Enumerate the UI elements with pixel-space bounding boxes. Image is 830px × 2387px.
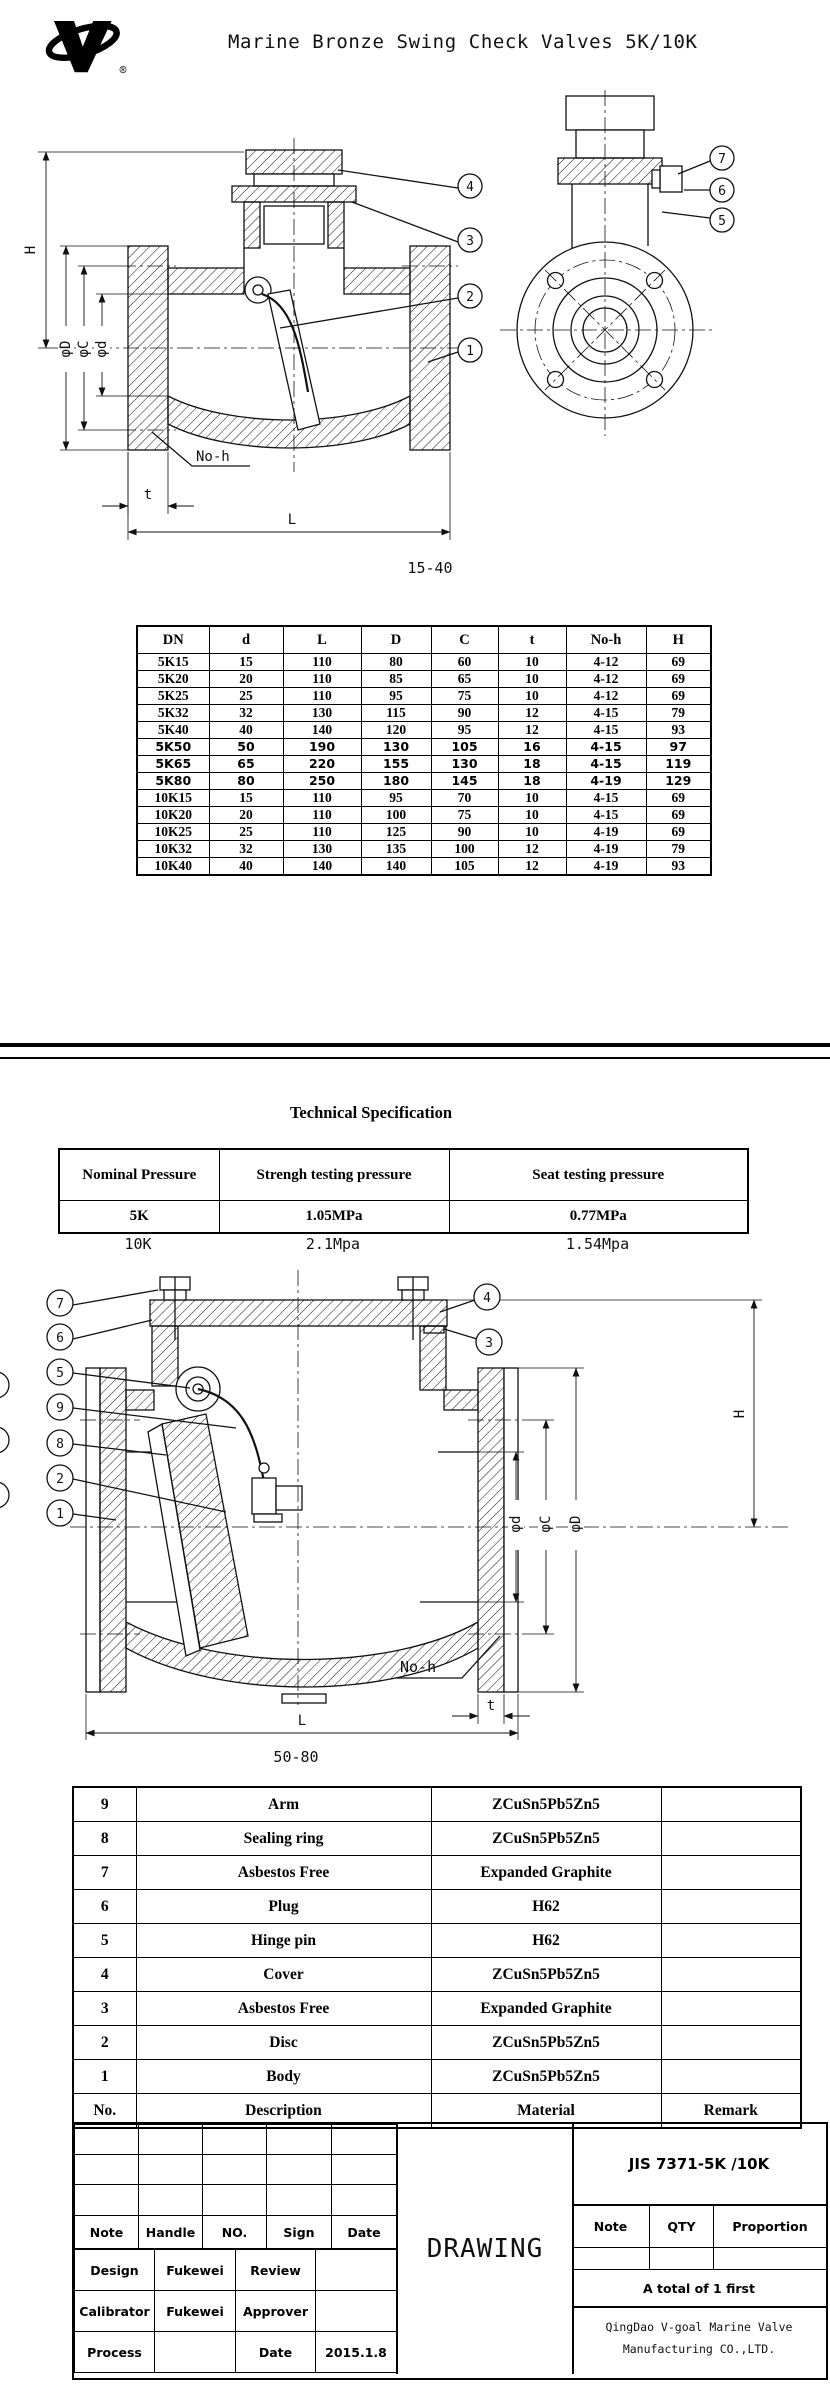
title-block: [72, 2122, 828, 2380]
approval-role2: Date: [236, 2332, 316, 2373]
part-remark: [661, 1856, 801, 1890]
dimension-table: [136, 625, 712, 876]
svg-text:3: 3: [485, 1336, 493, 1351]
approval-value2: [316, 2291, 397, 2332]
dimension-row: [137, 790, 711, 807]
part-description: Disc: [136, 2026, 431, 2060]
cell-l: 110: [283, 671, 361, 688]
dim-label-no-h: No-h: [400, 1658, 437, 1676]
parts-header-material: Material: [431, 2094, 661, 2129]
parts-row: [73, 1822, 801, 1856]
svg-text:4: 4: [483, 1291, 491, 1306]
svg-text:7: 7: [56, 1297, 64, 1312]
cell-noh: 4-12: [566, 654, 646, 671]
cell-dn: 10K32: [137, 841, 209, 858]
part-no: 1: [73, 2060, 136, 2094]
cell-c: 65: [431, 671, 498, 688]
dim-label-no-h: No-h: [196, 449, 230, 465]
drawing-bottom-50-80: [0, 1265, 830, 1777]
parts-header-description: Description: [136, 2094, 431, 2129]
cell-l: 190: [283, 739, 361, 756]
spec-5k-class: 5K: [59, 1201, 219, 1234]
svg-text:8: 8: [56, 1437, 64, 1452]
section-divider-thin: [0, 1057, 830, 1059]
cell-noh: 4-15: [566, 807, 646, 824]
cell-D: 135: [361, 841, 431, 858]
part-material: ZCuSn5Pb5Zn5: [431, 1958, 661, 1992]
dim-label-phiC: φC: [538, 1515, 554, 1533]
dim-label-phiD: φD: [58, 340, 74, 358]
parts-row: [73, 1890, 801, 1924]
col-header-h: H: [646, 626, 711, 654]
cell-D: 115: [361, 705, 431, 722]
cell-dn: 10K15: [137, 790, 209, 807]
side-view: [500, 90, 715, 436]
svg-text:6: 6: [56, 1331, 64, 1346]
cell-d: 40: [209, 858, 283, 876]
dimension-row: [137, 807, 711, 824]
cell-dn: 5K40: [137, 722, 209, 739]
approval-role2: Approver: [236, 2291, 316, 2332]
cell-c: 100: [431, 841, 498, 858]
cell-t: 10: [498, 824, 566, 841]
spec-section-title: Technical Specification: [289, 1103, 453, 1122]
col-header-noh: No-h: [566, 626, 646, 654]
cell-dn: 10K20: [137, 807, 209, 824]
col-header-t: t: [498, 626, 566, 654]
svg-text:4: 4: [466, 180, 474, 195]
meta-proportion: Proportion: [714, 2206, 826, 2248]
cell-dn: 10K25: [137, 824, 209, 841]
cell-t: 10: [498, 807, 566, 824]
spec-col-strength: Strengh testing pressure: [219, 1149, 449, 1201]
balloon-5: [662, 208, 734, 232]
part-material: ZCuSn5Pb5Zn5: [431, 2060, 661, 2094]
cell-dn: 5K15: [137, 654, 209, 671]
part-no: 6: [73, 1890, 136, 1924]
cell-dn: 5K25: [137, 688, 209, 705]
part-no: 2: [73, 2026, 136, 2060]
spec-col-nominal: Nominal Pressure: [59, 1149, 219, 1201]
part-remark: [661, 2060, 801, 2094]
cell-l: 250: [283, 773, 361, 790]
cell-noh: 4-15: [566, 705, 646, 722]
part-material: Expanded Graphite: [431, 1992, 661, 2026]
dimension-row: [137, 688, 711, 705]
cell-d: 80: [209, 773, 283, 790]
dim-label-phid: φd: [508, 1515, 524, 1533]
partial-balloons-left-edge: [0, 1372, 9, 1508]
approval-role: Design: [75, 2250, 155, 2291]
page-title: Marine Bronze Swing Check Valves 5K/10K: [228, 31, 698, 53]
cell-l: 130: [283, 841, 361, 858]
cell-h: 129: [646, 773, 711, 790]
parts-row: [73, 2060, 801, 2094]
cell-noh: 4-12: [566, 671, 646, 688]
balloon-7: [47, 1290, 158, 1316]
parts-row: [73, 2026, 801, 2060]
cell-l: 110: [283, 824, 361, 841]
cell-noh: 4-15: [566, 790, 646, 807]
dimension-table-header: [137, 626, 711, 654]
cell-h: 69: [646, 654, 711, 671]
svg-text:1: 1: [466, 344, 474, 359]
cell-h: 97: [646, 739, 711, 756]
balloon-4: [338, 170, 482, 198]
cell-h: 69: [646, 790, 711, 807]
dim-label-phid: φd: [94, 340, 110, 358]
svg-text:2: 2: [56, 1472, 64, 1487]
drawing-cell: [396, 2124, 574, 2374]
cell-D: 140: [361, 858, 431, 876]
cell-D: 120: [361, 722, 431, 739]
approval-empty-row: [75, 2125, 397, 2155]
cell-t: 12: [498, 841, 566, 858]
spec-10k-class: 10K: [124, 1235, 152, 1253]
cell-D: 85: [361, 671, 431, 688]
svg-text:6: 6: [718, 184, 726, 199]
sheet-total-note: A total of 1 first: [572, 2270, 826, 2308]
cell-l: 220: [283, 756, 361, 773]
col-header-l: L: [283, 626, 361, 654]
part-no: 3: [73, 1992, 136, 2026]
part-no: 4: [73, 1958, 136, 1992]
col-header-dn: DN: [137, 626, 209, 654]
part-description: Asbestos Free: [136, 1856, 431, 1890]
cell-t: 18: [498, 773, 566, 790]
part-material: ZCuSn5Pb5Zn5: [431, 1787, 661, 1822]
registered-mark: ®: [119, 63, 127, 77]
dim-label-H: H: [23, 245, 39, 255]
col-header-D: D: [361, 626, 431, 654]
range-label-15-40: 15-40: [407, 559, 453, 577]
approval-name: [155, 2332, 236, 2373]
cell-c: 75: [431, 807, 498, 824]
cell-noh: 4-19: [566, 858, 646, 876]
approval-value2: 2015.1.8: [316, 2332, 397, 2373]
dim-label-t: t: [143, 487, 153, 503]
parts-header-no: No.: [73, 2094, 136, 2129]
part-no: 9: [73, 1787, 136, 1822]
cell-c: 60: [431, 654, 498, 671]
cell-dn: 5K80: [137, 773, 209, 790]
cell-D: 80: [361, 654, 431, 671]
cell-h: 79: [646, 705, 711, 722]
svg-text:1: 1: [56, 1507, 64, 1522]
part-remark: [661, 1787, 801, 1822]
cell-l: 110: [283, 790, 361, 807]
part-remark: [661, 2026, 801, 2060]
front-view: [96, 138, 478, 472]
col-header-c: C: [431, 626, 498, 654]
dimension-row: [137, 654, 711, 671]
cell-d: 25: [209, 824, 283, 841]
cell-noh: 4-19: [566, 841, 646, 858]
cell-D: 125: [361, 824, 431, 841]
dimension-row: [137, 773, 711, 790]
part-description: Sealing ring: [136, 1822, 431, 1856]
dimension-row: [137, 858, 711, 876]
cell-l: 110: [283, 654, 361, 671]
svg-text:9: 9: [56, 1401, 64, 1416]
meta-note: Note: [572, 2206, 650, 2248]
part-remark: [661, 1958, 801, 1992]
part-remark: [661, 1822, 801, 1856]
spec-10k-strength: 2.1Mpa: [305, 1235, 361, 1253]
cell-c: 130: [431, 756, 498, 773]
cell-l: 110: [283, 688, 361, 705]
section-divider-thick: [0, 1043, 830, 1047]
approval-name: Fukewei: [155, 2250, 236, 2291]
dim-label-phiD: φD: [568, 1515, 584, 1533]
part-description: Asbestos Free: [136, 1992, 431, 2026]
cell-t: 12: [498, 722, 566, 739]
cell-noh: 4-15: [566, 739, 646, 756]
balloon-6: [47, 1320, 152, 1350]
dim-label-phiC: φC: [76, 340, 92, 358]
cell-dn: 5K20: [137, 671, 209, 688]
cell-c: 105: [431, 739, 498, 756]
approval-row: [75, 2291, 397, 2332]
cell-t: 10: [498, 654, 566, 671]
cell-h: 93: [646, 858, 711, 876]
part-material: ZCuSn5Pb5Zn5: [431, 2026, 661, 2060]
cell-noh: 4-15: [566, 722, 646, 739]
parts-row: [73, 1787, 801, 1822]
spec-table: [58, 1148, 749, 1234]
cell-t: 16: [498, 739, 566, 756]
spec-5k-seat: 0.77MPa: [449, 1201, 748, 1234]
balloon-3: [352, 202, 482, 252]
spec-table-header: [59, 1149, 748, 1201]
meta-header-row: [572, 2206, 826, 2248]
parts-row: [73, 1924, 801, 1958]
cell-dn: 5K50: [137, 739, 209, 756]
cell-D: 155: [361, 756, 431, 773]
part-remark: [661, 1924, 801, 1958]
approval-empty-row: [75, 2185, 397, 2216]
cell-d: 20: [209, 807, 283, 824]
part-material: Expanded Graphite: [431, 1856, 661, 1890]
cell-t: 12: [498, 705, 566, 722]
cell-l: 130: [283, 705, 361, 722]
part-remark: [661, 1992, 801, 2026]
svg-text:2: 2: [466, 290, 474, 305]
svg-text:5: 5: [718, 214, 726, 229]
parts-row: [73, 1992, 801, 2026]
part-no: 5: [73, 1924, 136, 1958]
cell-c: 90: [431, 705, 498, 722]
cell-d: 25: [209, 688, 283, 705]
parts-row: [73, 1958, 801, 1992]
cell-h: 69: [646, 807, 711, 824]
dimension-row: [137, 705, 711, 722]
approval-grid: [74, 2124, 396, 2373]
part-description: Body: [136, 2060, 431, 2094]
cell-d: 65: [209, 756, 283, 773]
parts-row: [73, 1856, 801, 1890]
spec-5k-strength: 1.05MPa: [219, 1201, 449, 1234]
cell-dn: 10K40: [137, 858, 209, 876]
cell-d: 15: [209, 654, 283, 671]
cell-D: 100: [361, 807, 431, 824]
svg-text:5: 5: [56, 1366, 64, 1381]
part-material: H62: [431, 1890, 661, 1924]
cell-D: 180: [361, 773, 431, 790]
cell-h: 69: [646, 671, 711, 688]
cell-c: 70: [431, 790, 498, 807]
approval-header-row: Note Handle NO. Sign Date: [75, 2216, 397, 2249]
approval-value2: [316, 2250, 397, 2291]
part-description: Arm: [136, 1787, 431, 1822]
cell-h: 79: [646, 841, 711, 858]
drawing-label: DRAWING: [426, 2234, 544, 2264]
svg-text:7: 7: [718, 152, 726, 167]
part-no: 7: [73, 1856, 136, 1890]
cell-l: 140: [283, 858, 361, 876]
cell-dn: 5K32: [137, 705, 209, 722]
dim-label-H: H: [732, 1409, 748, 1419]
company-name: QingDao V-goal Marine Valve Manufacturing CO.,LTD.: [605, 2320, 793, 2356]
cell-c: 95: [431, 722, 498, 739]
meta-qty: QTY: [650, 2206, 714, 2248]
dimension-row: [137, 824, 711, 841]
front-view-dimensions: [23, 152, 450, 540]
dimension-row: [137, 739, 711, 756]
cell-D: 95: [361, 790, 431, 807]
spec-row-5k: [59, 1201, 748, 1234]
cell-d: 15: [209, 790, 283, 807]
spec-row-10k: [58, 1235, 747, 1253]
parts-table: [72, 1786, 802, 2129]
balloon-6: [684, 178, 734, 202]
spec-col-seat: Seat testing pressure: [449, 1149, 748, 1201]
cell-c: 105: [431, 858, 498, 876]
cell-D: 130: [361, 739, 431, 756]
dim-label-L: L: [297, 1713, 307, 1729]
part-material: ZCuSn5Pb5Zn5: [431, 1822, 661, 1856]
parts-header-remark: Remark: [661, 2094, 801, 2129]
cell-dn: 5K65: [137, 756, 209, 773]
cell-c: 90: [431, 824, 498, 841]
approval-empty-row: [75, 2155, 397, 2185]
title-block-right: [572, 2124, 826, 2374]
cell-d: 32: [209, 705, 283, 722]
cell-d: 20: [209, 671, 283, 688]
approval-role: Process: [75, 2332, 155, 2373]
meta-empty-row: [572, 2248, 826, 2270]
dimension-row: [137, 722, 711, 739]
cell-d: 50: [209, 739, 283, 756]
cell-D: 95: [361, 688, 431, 705]
dim-label-L: L: [287, 512, 297, 528]
part-description: Hinge pin: [136, 1924, 431, 1958]
dimension-row: [137, 756, 711, 773]
cell-t: 10: [498, 688, 566, 705]
part-description: Cover: [136, 1958, 431, 1992]
approval-name: Fukewei: [155, 2291, 236, 2332]
cell-t: 18: [498, 756, 566, 773]
balloon-4: [440, 1284, 500, 1312]
cell-h: 93: [646, 722, 711, 739]
cell-d: 40: [209, 722, 283, 739]
approval-row: [75, 2250, 397, 2291]
cell-t: 10: [498, 790, 566, 807]
cell-h: 69: [646, 688, 711, 705]
standard-designation: JIS 7371-5K /10K: [572, 2124, 826, 2206]
cell-l: 110: [283, 807, 361, 824]
drawing-top-15-40: [0, 85, 830, 585]
cell-h: 119: [646, 756, 711, 773]
dimension-row: [137, 841, 711, 858]
spec-10k-seat: 1.54Mpa: [565, 1235, 630, 1253]
balloon-3: [444, 1329, 502, 1355]
cell-d: 32: [209, 841, 283, 858]
cell-c: 75: [431, 688, 498, 705]
approval-row: [75, 2332, 397, 2373]
cell-noh: 4-19: [566, 773, 646, 790]
col-header-d: d: [209, 626, 283, 654]
cell-noh: 4-19: [566, 824, 646, 841]
cell-noh: 4-15: [566, 756, 646, 773]
cell-t: 12: [498, 858, 566, 876]
cell-c: 145: [431, 773, 498, 790]
approval-role: Calibrator: [75, 2291, 155, 2332]
approval-role2: Review: [236, 2250, 316, 2291]
section-view: [70, 1270, 792, 1705]
cell-l: 140: [283, 722, 361, 739]
range-label-50-80: 50-80: [273, 1748, 319, 1766]
vgoal-logo: [30, 8, 150, 86]
part-description: Plug: [136, 1890, 431, 1924]
svg-text:3: 3: [466, 234, 474, 249]
part-remark: [661, 1890, 801, 1924]
cell-t: 10: [498, 671, 566, 688]
dimension-row: [137, 671, 711, 688]
part-no: 8: [73, 1822, 136, 1856]
part-material: H62: [431, 1924, 661, 1958]
cell-noh: 4-12: [566, 688, 646, 705]
dim-label-t: t: [486, 1698, 496, 1714]
balloon-7: [678, 146, 734, 174]
cell-h: 69: [646, 824, 711, 841]
